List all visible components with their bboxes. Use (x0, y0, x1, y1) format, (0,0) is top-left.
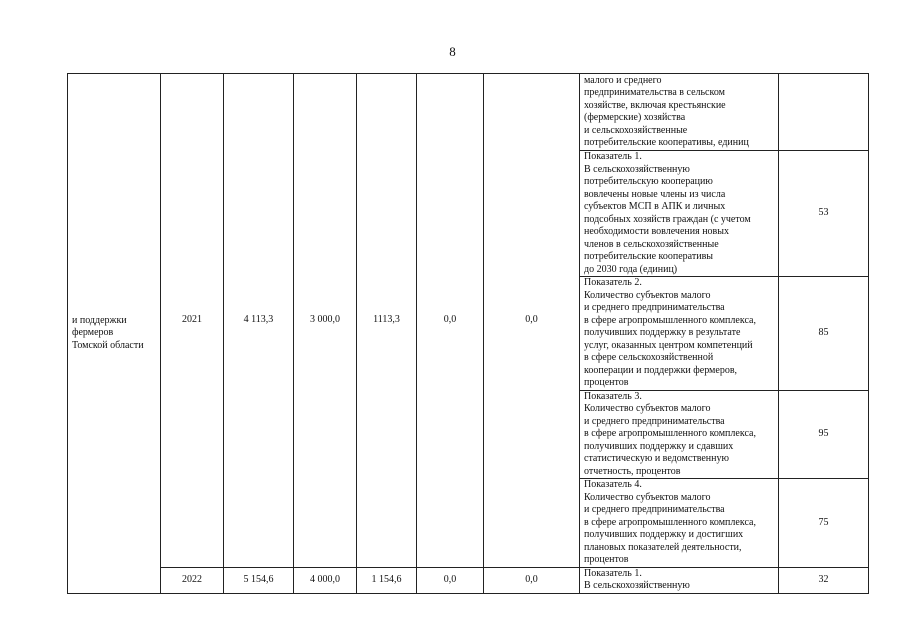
indicator-line: процентов (584, 377, 629, 388)
indicator-description (580, 74, 779, 151)
indicator-value: 75 (779, 479, 869, 568)
indicator-line: кооперации и поддержки фермеров, (584, 364, 738, 376)
indicator-line: хозяйстве, включая крестьянские (584, 99, 726, 111)
indicator-line: (фермерские) хозяйства (584, 112, 686, 123)
indicator-line: получивших поддержку и достигших (584, 529, 744, 540)
indicator-line: потребительские кооперативы (584, 251, 714, 262)
indicator-line: и среднего предпринимательства (584, 415, 725, 427)
indicator-line: в сфере агропромышленного комплекса, (584, 428, 756, 439)
indicator-value: 95 (779, 390, 869, 479)
indicator-description (580, 567, 779, 593)
indicator-line: процентов (584, 554, 629, 565)
indicator-value: 53 (779, 151, 869, 277)
indicator-value (779, 74, 869, 151)
indicator-line: Количество субъектов малого (584, 491, 711, 503)
total-cell: 4 113,3 (224, 74, 294, 568)
indicator-line: отчетность, процентов (584, 465, 681, 477)
indicator-line: малого и среднего (584, 74, 662, 86)
federal-cell: 3 000,0 (294, 74, 357, 568)
indicator-line: услуг, оказанных центром компетенций (584, 339, 753, 351)
row-label-line: фермеров (72, 327, 114, 338)
indicator-line: подсобных хозяйств граждан (с учетом (584, 213, 751, 225)
regional-cell: 1113,3 (357, 74, 417, 568)
indicator-description (580, 479, 779, 568)
indicator-line: В сельскохозяйственную (584, 163, 690, 175)
indicator-line: Показатель 1. (584, 151, 642, 162)
table-row (68, 567, 869, 593)
indicator-line: плановых показателей деятельности, (584, 541, 742, 553)
indicator-line: Показатель 1. (584, 567, 642, 579)
year-cell: 2021 (161, 74, 224, 568)
indicator-description (580, 277, 779, 391)
indicator-line: до 2030 года (единиц) (584, 263, 678, 275)
indicator-line: потребительскую кооперацию (584, 176, 713, 187)
indicator-line: В сельскохозяйственную (584, 580, 690, 591)
indicator-line: членов в сельскохозяйственные (584, 238, 719, 250)
indicator-description (580, 151, 779, 277)
indicator-line: необходимости вовлечения новых (584, 226, 729, 237)
indicator-line: предпринимательства в сельском (584, 87, 725, 98)
indicator-line: Количество субъектов малого (584, 289, 711, 301)
indicators-table (67, 73, 869, 594)
indicator-line: в сфере сельскохозяйственной (584, 352, 714, 363)
indicator-line: в сфере агропромышленного комплекса, (584, 516, 756, 528)
indicator-line: статистическую и ведомственную (584, 453, 729, 464)
indicator-value: 85 (779, 277, 869, 391)
local-cell: 0,0 (417, 567, 484, 593)
row-label-line: Томской области (72, 339, 144, 351)
indicator-line: Показатель 4. (584, 479, 642, 490)
indicator-line: в сфере агропромышленного комплекса, (584, 314, 756, 326)
indicator-description (580, 390, 779, 479)
table-row (68, 74, 869, 151)
indicator-line: Показатель 3. (584, 390, 642, 402)
regional-cell: 1 154,6 (357, 567, 417, 593)
total-cell: 5 154,6 (224, 567, 294, 593)
extra-cell: 0,0 (484, 567, 580, 593)
indicator-line: и сельскохозяйственные (584, 124, 688, 136)
indicator-line: субъектов МСП в АПК и личных (584, 201, 726, 212)
local-cell: 0,0 (417, 74, 484, 568)
indicator-line: получивших поддержку и сдавших (584, 440, 734, 452)
page-number: 8 (449, 44, 456, 59)
year-cell: 2022 (161, 567, 224, 593)
indicator-line: и среднего предпринимательства (584, 504, 725, 515)
indicator-line: и среднего предпринимательства (584, 302, 725, 313)
indicator-value: 32 (779, 567, 869, 593)
row-label-cell (68, 74, 161, 594)
indicator-line: получивших поддержку в результате (584, 327, 741, 338)
indicator-line: вовлечены новые члены из числа (584, 188, 726, 200)
indicator-line: Показатель 2. (584, 277, 642, 288)
indicator-line: потребительские кооперативы, единиц (584, 137, 749, 148)
extra-cell: 0,0 (484, 74, 580, 568)
row-label-line: и поддержки (72, 314, 127, 326)
indicator-line: Количество субъектов малого (584, 403, 711, 414)
federal-cell: 4 000,0 (294, 567, 357, 593)
